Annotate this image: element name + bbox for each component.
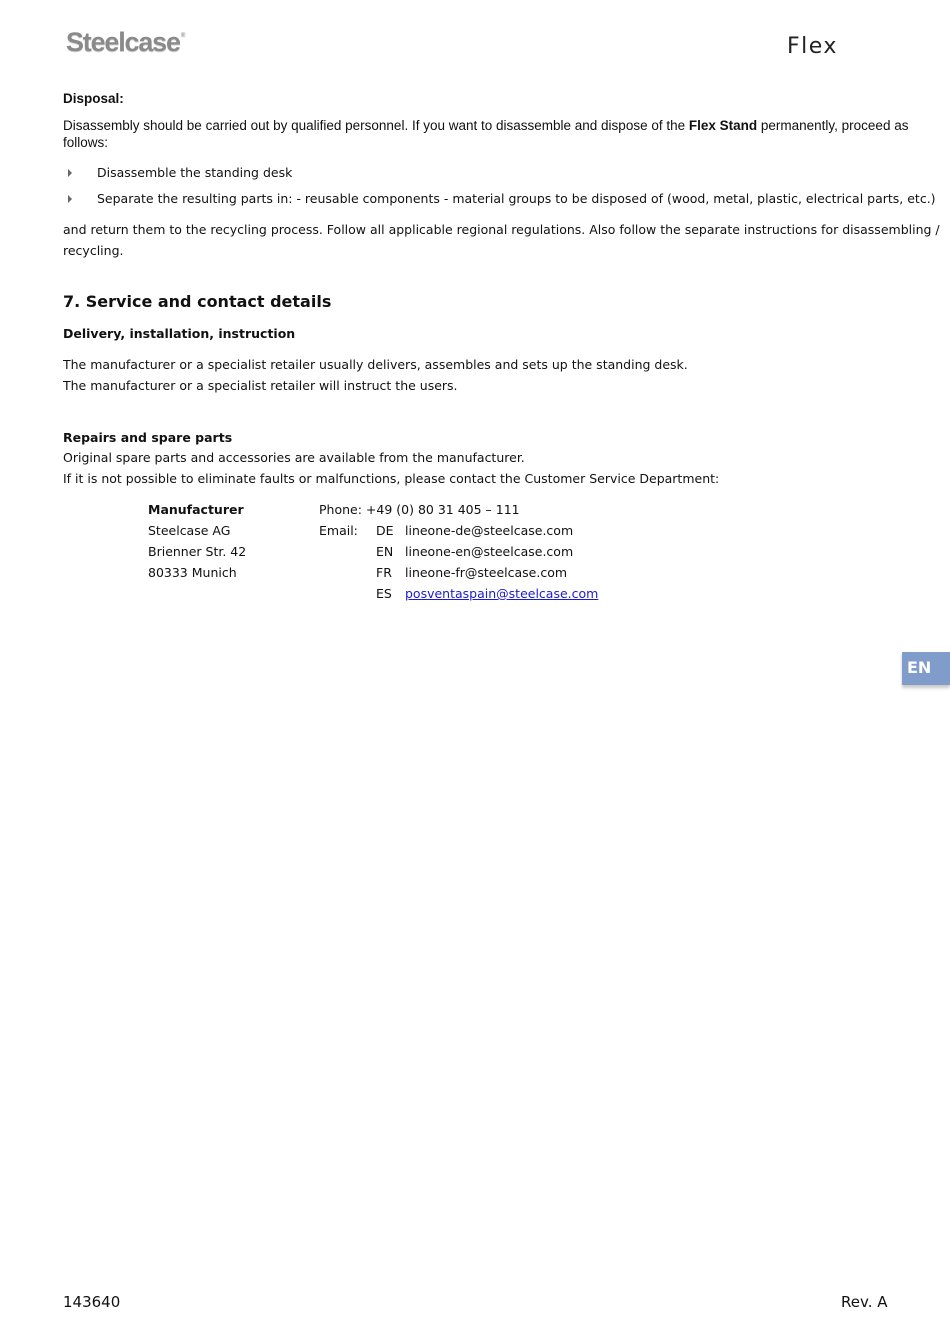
disposal-intro-text: Disassembly should be carried out by qualified personnel. If you want to disassemble and dispose of the	[63, 118, 689, 133]
company-name: Steelcase AG	[148, 523, 231, 538]
product-name: Flex	[787, 34, 838, 59]
steelcase-logo	[66, 27, 183, 58]
email-address: lineone-de@steelcase.com	[405, 523, 574, 538]
language-tab	[902, 652, 950, 685]
revision-label: Rev. A	[841, 1293, 888, 1311]
delivery-heading: Delivery, installation, instruction	[63, 326, 296, 341]
delivery-line1: The manufacturer or a specialist retailer usually delivers, assembles and sets up the standing desk.	[63, 357, 688, 372]
email-link[interactable]: posventaspain@steelcase.com	[405, 586, 599, 601]
disposal-intro	[63, 118, 909, 133]
disposal-intro-tail: permanently, proceed as	[757, 118, 909, 133]
disposal-intro-line2: follows:	[63, 135, 109, 150]
logo-text: Steelcase	[66, 27, 180, 57]
street-address: Brienner Str. 42	[148, 544, 247, 559]
email-address: lineone-fr@steelcase.com	[405, 565, 568, 580]
manufacturer-label: Manufacturer	[148, 502, 244, 517]
disposal-closing-line2: recycling.	[63, 243, 124, 258]
disposal-heading: Disposal:	[63, 91, 124, 106]
phone-number: Phone: +49 (0) 80 31 405 – 111	[319, 502, 520, 517]
delivery-line2: The manufacturer or a specialist retailer will instruct the users.	[63, 378, 458, 393]
email-label: Email:	[319, 523, 358, 538]
repairs-heading: Repairs and spare parts	[63, 430, 233, 445]
email-language-code: EN	[376, 544, 394, 559]
repairs-line2: If it is not possible to eliminate faults or malfunctions, please contact the Customer Service Department:	[63, 471, 720, 486]
logo-registered-mark: ®	[180, 33, 185, 39]
bullet-arrow-icon	[68, 195, 72, 203]
city-address: 80333 Munich	[148, 565, 237, 580]
bullet-arrow-icon	[68, 169, 72, 177]
disposal-closing-line1: and return them to the recycling process. Follow all applicable regional regulations. Also follow the separate instructions for disassembling /	[63, 222, 940, 237]
product-name-inline: Flex Stand	[688, 118, 758, 133]
language-tab-label: EN	[907, 658, 932, 677]
document-number: 143640	[63, 1293, 121, 1311]
email-language-code: ES	[376, 586, 392, 601]
repairs-line1: Original spare parts and accessories are available from the manufacturer.	[63, 450, 525, 465]
email-language-code: DE	[376, 523, 394, 538]
email-language-code: FR	[376, 565, 392, 580]
section-heading: 7. Service and contact details	[63, 292, 332, 311]
list-item: Separate the resulting parts in: - reusable components - material groups to be disposed of (wood, metal, plastic, electrical parts, etc.)	[97, 191, 936, 206]
email-address: lineone-en@steelcase.com	[405, 544, 574, 559]
list-item: Disassemble the standing desk	[97, 165, 293, 180]
